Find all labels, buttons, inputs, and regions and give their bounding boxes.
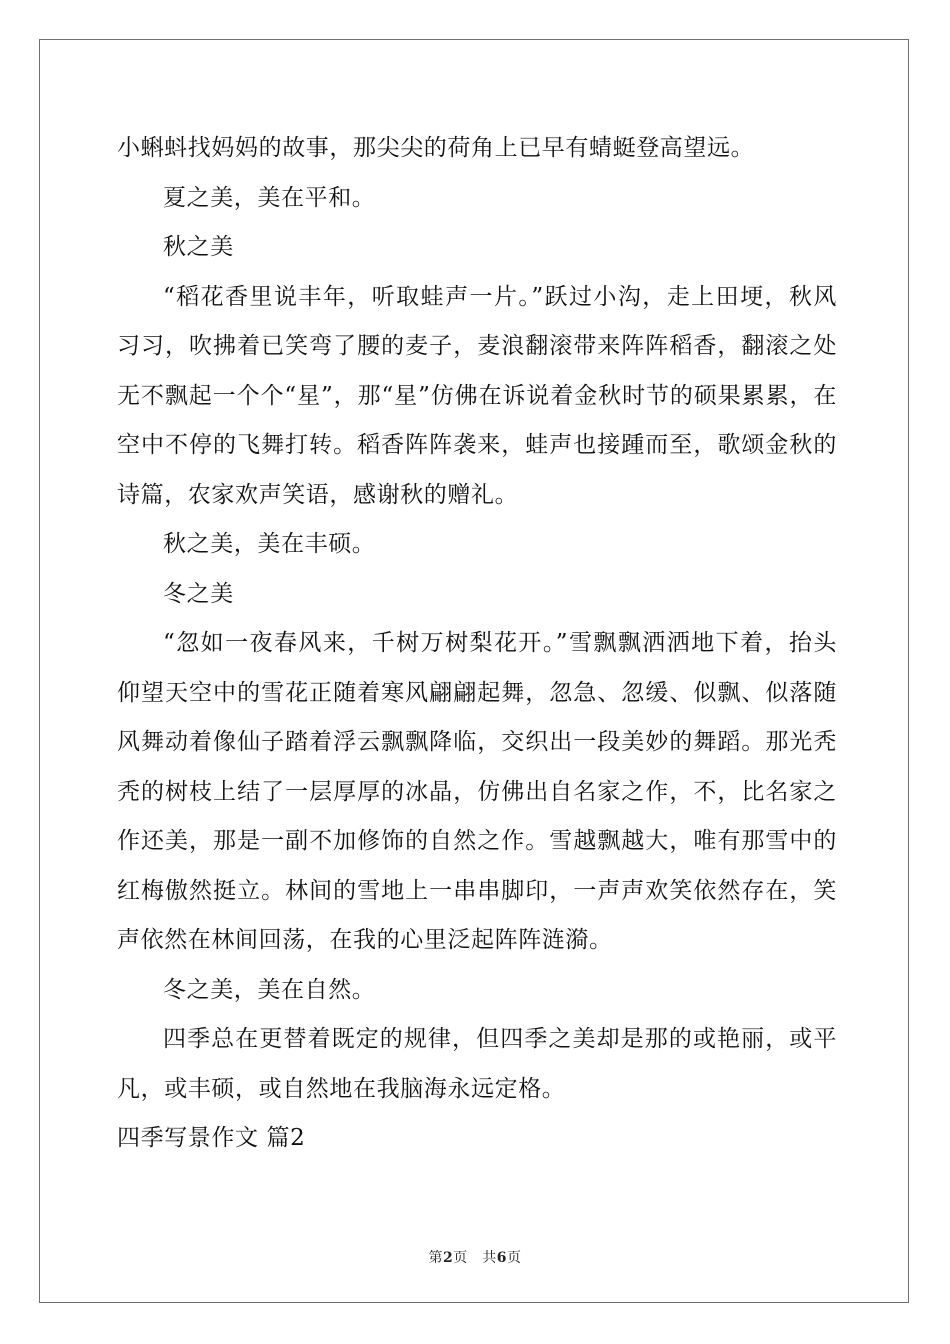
paragraph-8: 冬之美，美在自然。 [163, 976, 376, 1003]
paragraph-5: 秋之美，美在丰硕。 [163, 531, 376, 557]
footer-total-pages: 6 [496, 1250, 507, 1266]
section-heading: 四季写景作文 篇2 [117, 1125, 306, 1151]
footer-middle: 页 共 [453, 1250, 497, 1266]
paragraph-2: 夏之美，美在平和。 [163, 184, 376, 211]
paragraph-1: 小蝌蚪找妈妈的故事，那尖尖的荷角上已早有蜻蜓登高望远。 [117, 135, 755, 161]
paragraph-6: 冬之美 [163, 580, 234, 607]
footer-current-page: 2 [443, 1250, 454, 1266]
document-body [117, 124, 837, 1164]
paragraph-4: “稻花香里说丰年，听取蛙声一片。”跃过小沟，走上田埂，秋风习习，吹拂着已笑弯了腰的麦子，麦浪翻滚带来阵阵稻香，翻滚之处无不飘起一个个“星”，那“星”仿佛在诉说着金秋时节的硕果累累，在空中不停的飞舞打转。稻香阵阵袭来，蛙声也接踵而至，歌颂金秋的诗篇，农家欢声笑语，感谢秋的赠礼。 [117, 283, 837, 508]
footer-prefix: 第 [428, 1250, 443, 1266]
paragraph-9: 四季总在更替着既定的规律，但四季之美却是那的或艳丽，或平凡，或丰硕，或自然地在我脑海永远定格。 [117, 1026, 837, 1102]
page-footer [0, 1247, 950, 1267]
paragraph-3: 秋之美 [163, 234, 234, 260]
paragraph-7: “忽如一夜春风来，千树万树梨花开。”雪飘飘洒洒地下着，抬头仰望天空中的雪花正随着寒风翩翩起舞，忽急、忽缓、似飘、似落随风舞动着像仙子踏着浮云飘飘降临，交织出一段美妙的舞蹈。那光秃秃的树枝上结了一层厚厚的冰晶，仿佛出自名家之作，不，比名家之作还美，那是一副不加修饰的自然之作。雪越飘越大，唯有那雪中的红梅傲然挺立。林间的雪地上一串串脚印，一声声欢笑依然存在，笑声依然在林间回荡，在我的心里泛起阵阵涟漪。 [117, 630, 837, 953]
footer-suffix: 页 [507, 1250, 522, 1266]
